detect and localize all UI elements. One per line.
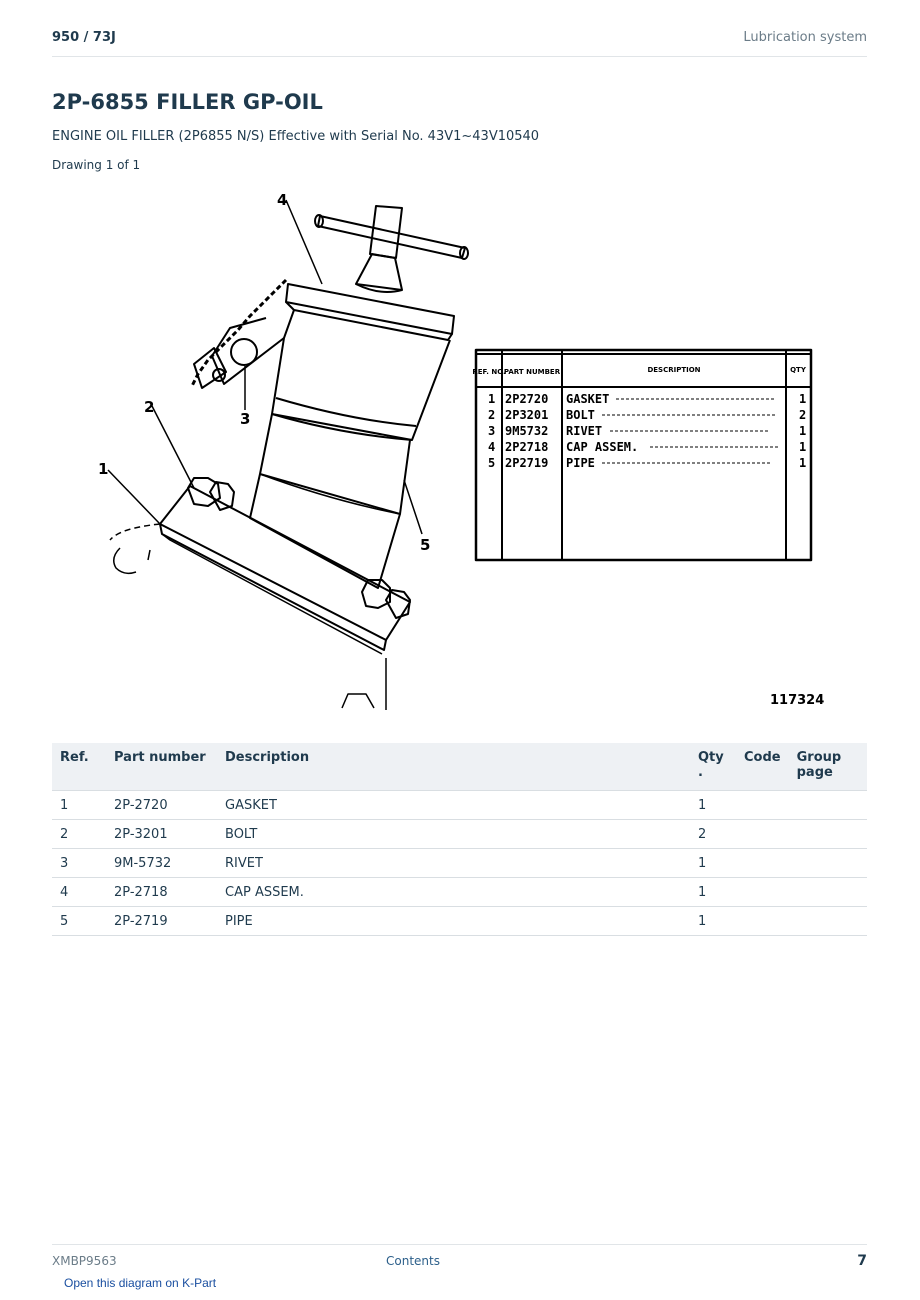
cell-description: GASKET (217, 791, 690, 820)
drawing-count: Drawing 1 of 1 (52, 158, 141, 172)
cell-part-number: 2P-2720 (106, 791, 217, 820)
page-subtitle: ENGINE OIL FILLER (2P6855 N/S) Effective with Serial No. 43V1~43V10540 (52, 129, 540, 144)
cell-code (736, 907, 789, 936)
illustration-number: 117324 (770, 693, 825, 708)
svg-text:2: 2 (488, 408, 496, 422)
callout-4: 4 (277, 191, 288, 209)
kpart-link[interactable]: Open this diagram on K-Part (64, 1276, 217, 1290)
cell-part-number: 2P-2718 (106, 878, 217, 907)
cell-description: BOLT (217, 820, 690, 849)
inset-header-part: PART NUMBER (503, 368, 561, 376)
cell-part-number: 9M-5732 (106, 849, 217, 878)
page-number: 7 (857, 1253, 867, 1269)
cell-group-page (789, 791, 867, 820)
svg-text:9M5732: 9M5732 (505, 424, 549, 438)
cell-part-number: 2P-3201 (106, 820, 217, 849)
cell-description: CAP ASSEM. (217, 878, 690, 907)
table-row (52, 878, 867, 907)
svg-text:4: 4 (488, 440, 496, 454)
svg-text:2P3201: 2P3201 (505, 408, 549, 422)
model-label: 950 / 73J (52, 30, 116, 45)
cell-qty: 1 (690, 791, 736, 820)
callout-1: 1 (98, 460, 109, 478)
svg-text:BOLT: BOLT (566, 408, 595, 422)
inset-parts-table (472, 350, 811, 560)
svg-text:1: 1 (799, 392, 807, 406)
cell-ref: 2 (52, 820, 106, 849)
table-row (52, 820, 867, 849)
svg-text:2: 2 (799, 408, 807, 422)
contents-link[interactable]: Contents (386, 1254, 440, 1268)
callout-5: 5 (420, 536, 431, 554)
cell-group-page (789, 849, 867, 878)
cell-qty: 1 (690, 907, 736, 936)
callout-3: 3 (240, 410, 251, 428)
col-group-page: Group page (789, 743, 867, 791)
col-qty: Qty . (690, 743, 736, 791)
col-code: Code (736, 743, 789, 791)
svg-text:PIPE: PIPE (566, 456, 595, 470)
svg-text:2P2719: 2P2719 (505, 456, 549, 470)
inset-row (488, 440, 806, 454)
svg-text:1: 1 (799, 424, 807, 438)
cell-code (736, 791, 789, 820)
table-row (52, 791, 867, 820)
inset-header-desc: DESCRIPTION (647, 366, 701, 374)
page-title: 2P-6855 FILLER GP-OIL (52, 90, 323, 114)
table-row (52, 907, 867, 936)
cell-code (736, 878, 789, 907)
svg-text:1: 1 (799, 440, 807, 454)
col-part-number: Part number (106, 743, 217, 791)
cell-ref: 4 (52, 878, 106, 907)
document-code: XMBP9563 (52, 1254, 117, 1268)
svg-text:1: 1 (488, 392, 496, 406)
section-label: Lubrication system (743, 30, 867, 45)
cell-group-page (789, 820, 867, 849)
cell-code (736, 849, 789, 878)
cell-part-number: 2P-2719 (106, 907, 217, 936)
filler-illustration (108, 200, 468, 710)
cell-code (736, 820, 789, 849)
page-header (52, 28, 867, 57)
cell-ref: 1 (52, 791, 106, 820)
cell-qty: 2 (690, 820, 736, 849)
svg-text:3: 3 (488, 424, 496, 438)
svg-text:RIVET: RIVET (566, 424, 603, 438)
svg-text:5: 5 (488, 456, 496, 470)
col-description: Description (217, 743, 690, 791)
inset-header-ref: REF. NO. (472, 368, 506, 376)
page-footer (52, 1244, 867, 1275)
callout-2: 2 (144, 398, 155, 416)
col-ref: Ref. (52, 743, 106, 791)
cell-qty: 1 (690, 878, 736, 907)
cell-description: PIPE (217, 907, 690, 936)
table-header-row (52, 743, 867, 791)
svg-text:CAP ASSEM.: CAP ASSEM. (566, 440, 639, 454)
svg-text:2P2718: 2P2718 (505, 440, 549, 454)
cell-group-page (789, 907, 867, 936)
parts-drawing (90, 188, 830, 718)
svg-text:GASKET: GASKET (566, 392, 610, 406)
table-row (52, 849, 867, 878)
cell-group-page (789, 878, 867, 907)
svg-text:1: 1 (799, 456, 807, 470)
cell-ref: 5 (52, 907, 106, 936)
svg-text:2P2720: 2P2720 (505, 392, 549, 406)
inset-header-qty: QTY (790, 366, 806, 374)
cell-description: RIVET (217, 849, 690, 878)
cell-qty: 1 (690, 849, 736, 878)
cell-ref: 3 (52, 849, 106, 878)
parts-table (52, 743, 867, 936)
